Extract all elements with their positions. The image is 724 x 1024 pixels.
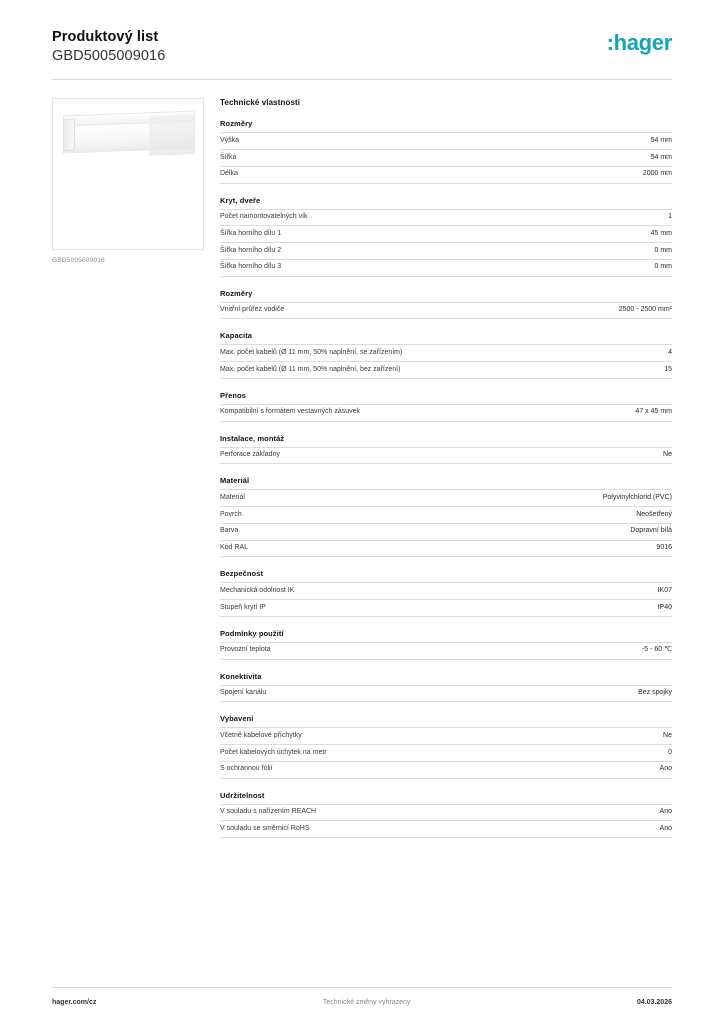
spec-group [220, 119, 672, 183]
footer-date: 04.03.2026 [636, 999, 672, 1006]
spec-label: Výška [220, 136, 240, 144]
table-row [220, 362, 672, 379]
spec-table [220, 404, 672, 422]
spec-label: Provozní teplota [220, 646, 271, 654]
spec-group-title: Přenos [220, 390, 247, 400]
spec-table [220, 447, 672, 465]
table-row [220, 583, 672, 600]
spec-table [220, 727, 672, 778]
spec-label: Max. počet kabelů (Ø 11 mm, 50% naplnění, se zařízením) [220, 348, 403, 356]
spec-label: Počet namontovatelných vík [220, 213, 308, 220]
spec-group [220, 289, 672, 320]
table-row [220, 804, 672, 821]
spec-label: Vnitřní průřez vodiče [220, 306, 285, 313]
spec-group [220, 629, 672, 660]
spec-table [220, 582, 672, 617]
spec-table [220, 302, 672, 320]
spec-value: 0 [668, 748, 672, 756]
title-block [52, 28, 165, 65]
spec-value: Dopravní bílá [630, 527, 672, 535]
spec-label: Spojení kanálu [220, 689, 267, 696]
spec-label: Mechanická odolnost IK [220, 586, 295, 594]
spec-label: Kompatibilní s formátem vestavných zásuvek [220, 408, 361, 416]
spec-table [220, 489, 672, 557]
spec-table [220, 804, 672, 839]
spec-label: Povrch [220, 510, 242, 518]
product-image [52, 98, 204, 250]
spec-label: Počet kabelových úchytek na metr [220, 748, 327, 756]
spec-label: Perforace základny [220, 451, 280, 458]
spec-label: S ochrannou fólií [220, 765, 273, 773]
spec-value: 1 [668, 213, 672, 220]
spec-group-title: Kryt, dveře [220, 195, 261, 205]
table-row [220, 345, 672, 362]
footer-website[interactable]: hager.com/cz [52, 999, 97, 1006]
spec-label: Stupeň krytí IP [220, 603, 266, 611]
spec-group [220, 391, 672, 422]
spec-label: Šířka [220, 153, 237, 161]
spec-value: Neošetřený [636, 510, 672, 518]
spec-value: 4 [668, 348, 672, 356]
spec-value: -5 - 60 ℃ [641, 646, 672, 654]
spec-label: V souladu s nařízením REACH [220, 808, 317, 815]
spec-label: Kód RAL [220, 544, 249, 551]
table-row [220, 540, 672, 557]
spec-group-title: Instalace, montáž [220, 433, 285, 443]
table-row [220, 133, 672, 150]
spec-group-title: Rozměry [220, 288, 253, 298]
page-header [0, 0, 724, 65]
spec-group [220, 476, 672, 557]
product-image-column [52, 98, 204, 838]
table-row [220, 302, 672, 319]
trunking-shadow [149, 114, 195, 156]
table-row [220, 226, 672, 243]
spec-table [220, 344, 672, 379]
spec-value: 2000 mm [642, 170, 672, 178]
spec-group [220, 434, 672, 465]
spec-value: Ano [659, 824, 672, 832]
spec-value: 54 mm [650, 153, 672, 161]
spec-value: IK07 [657, 586, 672, 594]
spec-group-title: Bezpečnost [220, 569, 264, 579]
spec-value: Ano [659, 808, 672, 815]
spec-value: Bez spojky [638, 689, 672, 696]
product-reference: GBD5005009016 [52, 48, 166, 65]
spec-group-title: Kapacita [220, 331, 253, 341]
spec-group-title: Vybavení [220, 714, 254, 724]
spec-label: Barva [220, 527, 239, 535]
spec-group [220, 714, 672, 778]
spec-value: Ne [663, 451, 672, 458]
table-row [220, 404, 672, 421]
spec-label: Délka [220, 170, 238, 178]
table-row [220, 150, 672, 167]
table-row [220, 243, 672, 260]
trunking-end-cap [63, 119, 75, 151]
spec-label: Šířka horního dílu 3 [220, 263, 282, 271]
spec-group [220, 791, 672, 839]
table-row [220, 642, 672, 659]
spec-group [220, 672, 672, 703]
footer-divider [52, 987, 672, 988]
spec-group-title: Materiál [220, 476, 250, 486]
table-row [220, 745, 672, 762]
spec-group-title: Udržitelnost [220, 790, 265, 800]
page-footer [52, 999, 672, 1006]
page-content [0, 80, 724, 838]
table-row [220, 600, 672, 617]
spec-value: IP40 [657, 603, 672, 611]
spec-group [220, 569, 672, 617]
table-row [220, 821, 672, 838]
spec-label: Šířka horního dílu 1 [220, 229, 282, 237]
spec-label: Max. počet kabelů (Ø 11 mm, 50% naplnění, bez zařízení) [220, 365, 401, 373]
spec-group-title: Rozměry [220, 119, 253, 129]
spec-label: Šířka horního dílu 2 [220, 246, 282, 254]
spec-table [220, 642, 672, 660]
table-row [220, 523, 672, 540]
table-row [220, 761, 672, 778]
spec-table [220, 685, 672, 703]
spec-value: Ne [663, 731, 672, 739]
spec-group-title: Konektivita [220, 671, 262, 681]
spec-group-title: Podmínky použití [220, 628, 284, 638]
footer-disclaimer: Technické změny vyhrazeny [322, 999, 411, 1006]
spec-value: 2500 - 2500 mm² [618, 306, 672, 313]
table-row [220, 209, 672, 226]
page-title: Produktový list [52, 29, 159, 45]
table-row [220, 728, 672, 745]
spec-table [220, 209, 672, 277]
spec-value: 0 mm [654, 263, 672, 271]
spec-value: 54 mm [650, 136, 672, 144]
spec-value: Ano [659, 765, 672, 773]
spec-value: 15 [664, 365, 672, 373]
spec-value: 47 x 45 mm [635, 408, 672, 416]
spec-label: V souladu se směrnicí RoHS [220, 824, 310, 832]
specs-section-title: Technické vlastnosti [220, 98, 301, 108]
spec-value: 45 mm [650, 229, 672, 237]
table-row [220, 490, 672, 507]
spec-value: 9016 [656, 544, 672, 551]
table-row [220, 447, 672, 464]
spec-label: Včetně kabelové příchytky [220, 731, 302, 739]
table-row [220, 259, 672, 276]
spec-group [220, 331, 672, 379]
specs-column [204, 98, 672, 838]
spec-value: 0 mm [654, 246, 672, 254]
spec-table [220, 132, 672, 183]
table-row [220, 166, 672, 183]
product-image-caption: GBD5005009016 [52, 257, 105, 265]
spec-value: Polyvinylchlorid (PVC) [602, 493, 672, 501]
table-row [220, 685, 672, 702]
spec-label: Materiál [220, 493, 245, 501]
trunking-illustration [63, 113, 195, 161]
hager-logo: :hager [606, 30, 672, 55]
spec-group [220, 196, 672, 277]
table-row [220, 507, 672, 524]
